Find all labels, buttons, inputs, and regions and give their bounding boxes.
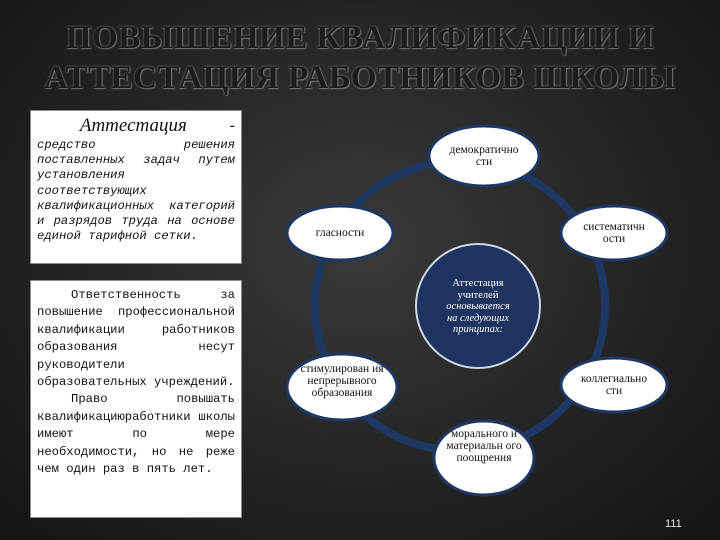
title-line-1: ПОВЫШЕНИЕ КВАЛИФИКАЦИИ И <box>65 20 655 56</box>
center-line-3: основывается <box>446 301 510 312</box>
responsibility-paragraph-2: Право повышать квалификациюработники школы имеют по мере необходимости, но не реже чем один раз в пять лет. <box>37 392 235 477</box>
definition-dash: - <box>229 117 235 134</box>
center-line-1: Аттестация <box>452 278 504 289</box>
center-line-5: принципах: <box>452 324 504 335</box>
page-number: 111 <box>665 518 682 530</box>
title-line-2: АТТЕСТАЦИЯ РАБОТНИКОВ ШКОЛЫ <box>44 60 676 96</box>
node-collegial-label: коллегиально сти <box>580 373 648 397</box>
definition-text: средство решения поставленных задач путем установления соответствующих квалификационных категорий и разрядов труда на основе единой тарифной сетки. <box>37 138 235 244</box>
node-systematic-label: систематичн ости <box>583 221 645 245</box>
responsibility-paragraph-1: Ответственность за повышение профессиональной квалификации работников образования несут руководители образовательных учреждений. <box>37 288 235 390</box>
node-incentive-label: морального и материальн ого поощрения <box>446 428 522 464</box>
center-label <box>428 278 528 336</box>
definition-term: Аттестация <box>79 115 187 136</box>
node-publicity-label: гласности <box>315 227 365 239</box>
center-line-2: учителей <box>457 289 499 301</box>
node-democratic-label: демократично сти <box>449 144 519 168</box>
node-stimulation-label: стимулирован ия непрерывного образования <box>300 363 384 399</box>
center-line-4: на следующих <box>446 312 510 324</box>
